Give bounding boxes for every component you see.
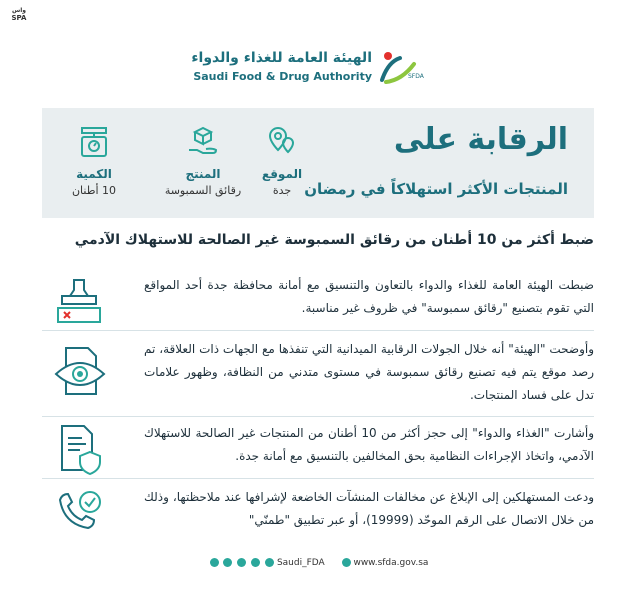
document-shield-icon (52, 422, 108, 478)
sfda-logo-english: Saudi Food & Drug Authority (193, 70, 372, 83)
info-product (158, 124, 248, 197)
sfda-logo-mark-text: SFDA (408, 73, 424, 80)
paragraph-row-4 (42, 482, 594, 540)
globe-icon (342, 558, 351, 567)
box-hand-icon (185, 124, 221, 160)
footer (0, 558, 636, 568)
scale-icon (76, 124, 112, 160)
divider (42, 478, 594, 479)
spa-logo (8, 7, 30, 22)
snapchat-icon (265, 558, 274, 567)
eye-document-icon (52, 344, 108, 400)
instagram-icon (237, 558, 246, 567)
sfda-logo-arabic: الهيئة العامة للغذاء والدواء (191, 50, 372, 66)
banner (42, 108, 594, 218)
phone-check-icon (52, 486, 108, 542)
youtube-icon (223, 558, 232, 567)
banner-title: الرقابة على (393, 122, 568, 157)
paragraph-4: ودعت المستهلكين إلى الإبلاغ عن مخالفات المنشآت الخاضعة لإشرافها عند ملاحظتها، وذلك من خلال الاتصال على الرقم الموحّد (19999)، أو عبر تطبيق "طمنّي" (144, 490, 594, 527)
location-pin-icon (264, 124, 300, 160)
spa-logo-latin: SPA (11, 14, 27, 22)
paragraph-1: ضبطت الهيئة العامة للغذاء والدواء بالتعاون والتنسيق مع أمانة محافظة جدة أحد المواقع التي تقوم بتصنيع "رقائق سمبوسة" في ظروف غير مناسبة. (144, 278, 594, 315)
banner-subtitle: المنتجات الأكثر استهلاكاً في رمضان (304, 180, 568, 198)
info-quantity-value: 10 أطنان (71, 184, 117, 197)
info-location-label: الموقع (261, 167, 303, 181)
divider (42, 416, 594, 417)
facebook-icon (251, 558, 260, 567)
sfda-logo (191, 48, 430, 88)
paragraph-3: وأشارت "الغذاء والدواء" إلى حجز أكثر من 10 أطنان من المنتجات غير الصالحة للاستهلاك الآدمي، واتخاذ الإجراءات النظامية بحق المخالفين بالتنسيق مع أمانة جدة. (144, 426, 594, 463)
sfda-logo-mark-icon (378, 50, 422, 86)
info-location-value: جدة (272, 184, 292, 197)
paragraph-row-3 (42, 420, 594, 478)
paragraph-2: وأوضحت "الهيئة" أنه خلال الجولات الرقابية الميدانية التي تنفذها مع الجهات ذات العلاقة، تم رصد موقع يتم فيه تصنيع رقائق سمبوسة في مستوى متدني من النظافة، وظهور علامات تدل على فساد المنتجات. (144, 342, 594, 402)
stamp-icon (52, 274, 108, 330)
info-product-label: المنتج (185, 167, 221, 181)
info-product-value: رقائق السمبوسة (164, 184, 242, 197)
footer-website[interactable]: www.sfda.gov.sa (353, 558, 429, 568)
footer-handle[interactable]: Saudi_FDA (276, 558, 325, 568)
divider (42, 330, 594, 331)
info-quantity-label: الكمية (76, 167, 112, 181)
info-quantity (54, 124, 134, 197)
spa-logo-arabic: واس (11, 7, 27, 14)
info-location (242, 124, 322, 197)
news-headline: ضبط أكثر من 10 أطنان من رقائق السمبوسة غير الصالحة للاستهلاك الآدمي (74, 232, 594, 248)
twitter-icon (210, 558, 219, 567)
paragraph-row-1 (42, 270, 594, 328)
paragraph-row-2 (42, 334, 594, 414)
